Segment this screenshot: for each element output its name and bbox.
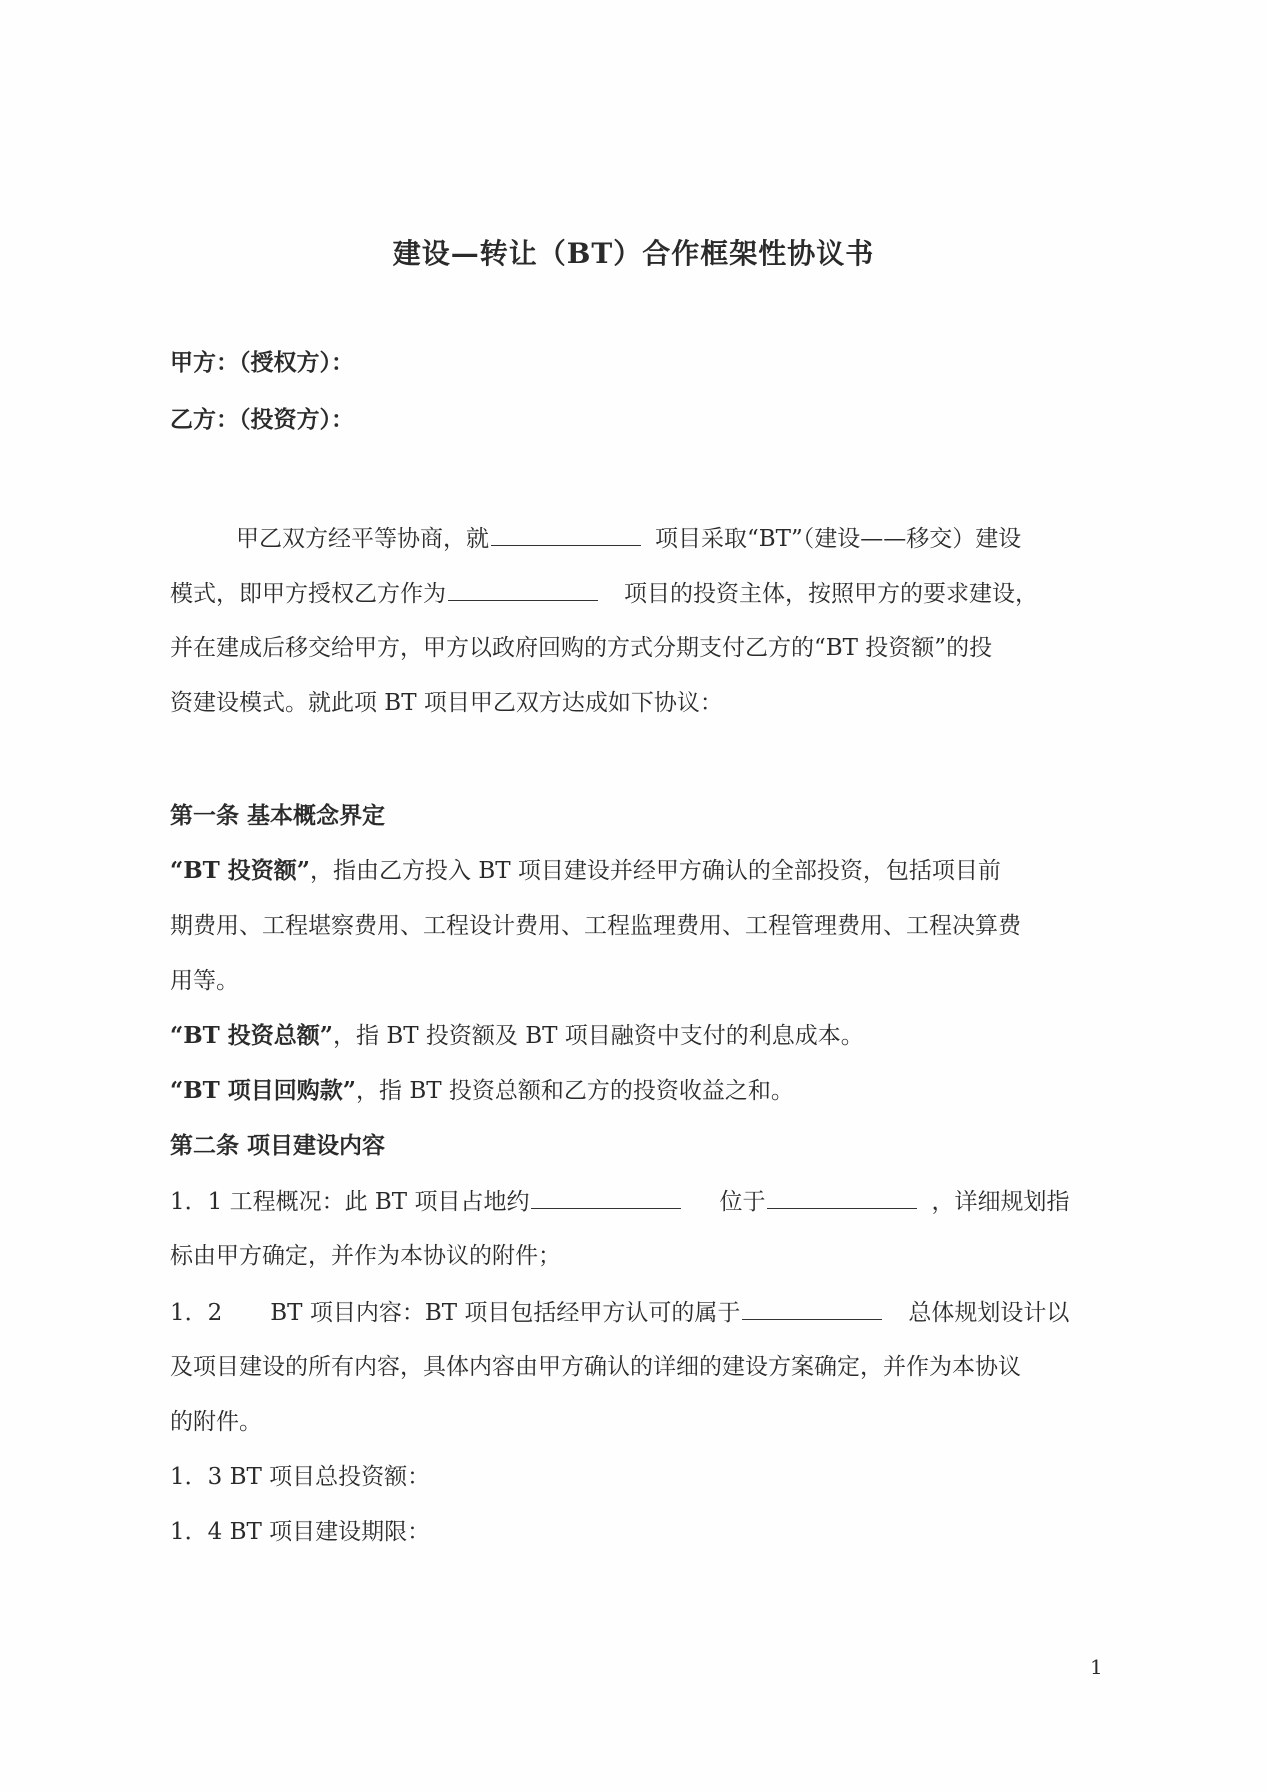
article-2-heading: 第二条 项目建设内容 [170, 1132, 386, 1159]
definition-1-line-1 [170, 856, 1100, 886]
intro-text: 项目采取“BT”（建设——移交）建设 [655, 526, 1022, 552]
definition-text: ，指 BT 投资总额和乙方的投资收益之和。 [356, 1078, 794, 1104]
definition-1-line-3: 用等。 [170, 968, 239, 994]
definition-text: ，指 BT 投资额及 BT 项目融资中支付的利息成本。 [333, 1023, 864, 1049]
item-1-2-line-3: 的附件。 [170, 1409, 262, 1435]
party-b-line: 乙方：（投资方）： [170, 406, 354, 433]
item-1-1-line-1 [170, 1186, 1100, 1217]
intro-text: 项目的投资主体，按照甲方的要求建设， [624, 581, 1038, 607]
project-name-blank [448, 578, 598, 601]
document-title: 建设—转让（BT）合作框架性协议书 [392, 237, 875, 270]
intro-text: 模式，即甲方授权乙方作为 [170, 581, 446, 607]
plan-scope-blank [742, 1297, 882, 1320]
intro-line-3: 并在建成后移交给甲方，甲方以政府回购的方式分期支付乙方的“BT 投资额”的投 [170, 635, 993, 661]
article-1-heading: 第一条 基本概念界定 [170, 802, 386, 829]
location-blank [767, 1186, 917, 1209]
item-1-2-line-1 [170, 1297, 1100, 1328]
definition-term: “BT 项目回购款” [170, 1077, 357, 1104]
intro-text: 甲乙双方经平等协商，就 [236, 526, 489, 552]
item-number: 1．2 [170, 1300, 223, 1326]
item-text: ，详细规划指 [931, 1189, 1070, 1215]
intro-line-2 [170, 578, 1100, 609]
definition-term: “BT 投资总额” [170, 1022, 334, 1049]
item-1-2-line-2: 及项目建设的所有内容，具体内容由甲方确认的详细的建设方案确定，并作为本协议 [170, 1354, 1021, 1380]
definition-2 [170, 1021, 1100, 1051]
definition-term: “BT 投资额” [170, 857, 311, 884]
intro-line-1 [236, 523, 1106, 554]
item-text: 位于 [719, 1189, 766, 1215]
party-a-line: 甲方：（授权方）： [170, 349, 354, 376]
item-1-3: 1．3 BT 项目总投资额： [170, 1464, 431, 1490]
definition-3 [170, 1076, 1100, 1106]
item-text: 1．1 工程概况：此 BT 项目占地约 [170, 1189, 530, 1215]
definition-1-line-2: 期费用、工程堪察费用、工程设计费用、工程监理费用、工程管理费用、工程决算费 [170, 913, 1021, 939]
definition-text: ，指由乙方投入 BT 项目建设并经甲方确认的全部投资，包括项目前 [310, 858, 1001, 884]
item-text: 总体规划设计以 [908, 1300, 1070, 1326]
page-number: 1 [1090, 1655, 1103, 1679]
item-1-1-line-2: 标由甲方确定，并作为本协议的附件； [170, 1243, 561, 1269]
item-text: BT 项目内容：BT 项目包括经甲方认可的属于 [270, 1300, 741, 1326]
intro-line-4: 资建设模式。就此项 BT 项目甲乙双方达成如下协议： [170, 690, 723, 716]
item-1-4: 1．4 BT 项目建设期限： [170, 1519, 431, 1545]
project-name-blank [491, 523, 641, 546]
land-area-blank [531, 1186, 681, 1209]
